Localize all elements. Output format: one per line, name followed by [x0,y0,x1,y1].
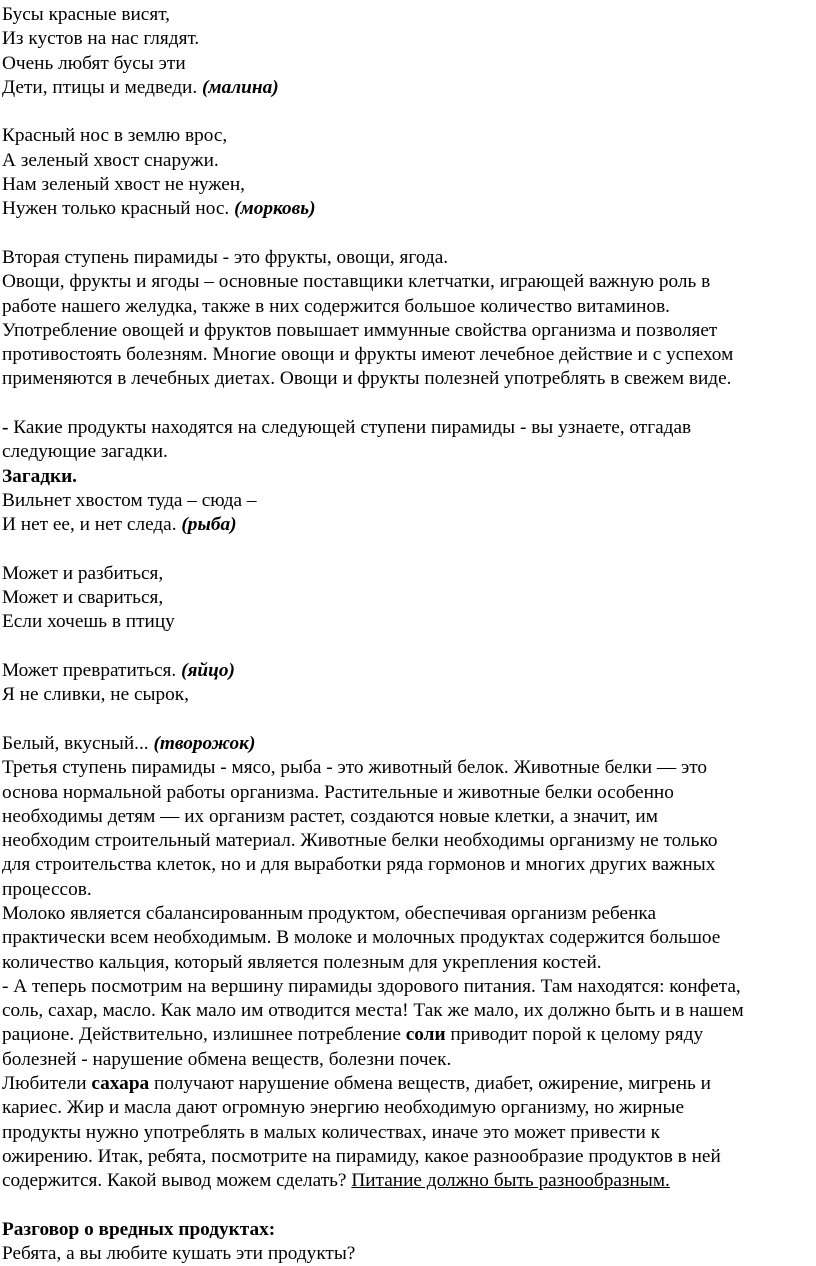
paragraph-line: Ребята, а вы любите кушать эти продукты? [2,1243,356,1265]
text-run: получают нарушение обмена веществ, диабет, ожирение, мигрень и [149,1073,711,1095]
riddle-line [2,659,814,683]
riddle-text: Нужен только красный нос. [2,198,235,220]
paragraph-line [2,1072,814,1096]
question-line [2,416,814,440]
blank-line [2,708,814,732]
text-run: Любители [2,1073,92,1095]
paragraph-line [2,1169,814,1193]
riddle-text: Белый, вкусный... [2,732,154,754]
blank-line [2,100,814,124]
paragraph-line: практически всем необходимым. В молоке и молочных продуктах содержится большое [2,927,721,949]
paragraph-line: противостоять болезням. Многие овощи и фрукты имеют лечебное действие и с успехом [2,344,734,366]
blank-line [2,538,814,562]
paragraph-line: необходим строительный материал. Животные белки необходимы организму не только [2,830,718,852]
text-run: содержится. Какой вывод можем сделать? [2,1170,352,1192]
paragraph-line: Третья ступень пирамиды - мясо, рыба - это животный белок. Животные белки — это [2,757,708,779]
riddle-line: Если хочешь в птицу [2,611,175,633]
paragraph-line: Вторая ступень пирамиды - это фрукты, овощи, ягода. [2,246,449,268]
paragraph-line: для строительства клеток, но и для выработки ряда гормонов и многих других важных [2,854,716,876]
blank-line [2,222,814,246]
emphasis-salt: соли [405,1024,446,1046]
question-line: следующие загадки. [2,441,168,463]
riddle-line: Красный нос в землю врос, [2,125,228,147]
riddle-answer: (яйцо) [181,660,235,682]
paragraph-line: работе нашего желудка, также в них содержится большое количество витаминов. [2,295,671,317]
paragraph-line: Овощи, фрукты и ягоды – основные поставщики клетчатки, играющей важную роль в [2,271,711,293]
riddle-answer: (малина) [202,76,279,98]
riddle-text: Дети, птицы и медведи. [2,76,203,98]
riddle-line: А зеленый хвост снаружи. [2,149,219,171]
riddle-line [2,76,814,100]
riddle-line: Может и разбиться, [2,562,164,584]
text-run: рационе. Действительно, излишнее потребление [2,1024,406,1046]
riddle-line [2,513,814,537]
paragraph-line: продукты нужно употреблять в малых количествах, иначе это может привести к [2,1121,660,1143]
riddle-text: И нет ее, и нет следа. [2,514,182,536]
riddle-text: Может превратиться. [2,660,182,682]
riddle-line: Бусы красные висят, [2,4,170,25]
conclusion-underlined: Питание должно быть разнообразным. [351,1170,670,1192]
paragraph-line [2,1023,814,1047]
paragraph-line: ожирению. Итак, ребята, посмотрите на пирамиду, какое разнообразие продуктов в ней [2,1145,721,1167]
paragraph-line: соль, сахар, масло. Как мало им отводится места! Так же мало, их должно быть и в нашем [2,1000,744,1022]
riddle-line: Я не сливки, не сырок, [2,684,189,706]
question-text: Какие продукты находятся на следующей ступени пирамиды - вы узнаете, отгадав [8,417,692,439]
emphasis-sugar: сахара [91,1073,150,1095]
riddle-line: Может и свариться, [2,587,164,609]
paragraph-line: применяются в лечебных диетах. Овощи и фрукты полезней употреблять в свежем виде. [2,368,732,390]
paragraph-line: - А теперь посмотрим на вершину пирамиды здорового питания. Там находятся: конфета, [2,975,741,997]
paragraph-line: необходимы детям — их организм растет, создаются новые клетки, а значит, им [2,805,658,827]
riddle-answer: (творожок) [153,732,256,754]
blank-line [2,635,814,659]
riddle-line [2,197,814,221]
riddle-line [2,732,814,756]
riddle-answer: (рыба) [181,514,237,536]
riddle-line: Из кустов на нас глядят. [2,28,200,50]
paragraph-line: Молоко является сбалансированным продуктом, обеспечивая организм ребенка [2,902,657,924]
question-dash: - [2,417,9,439]
paragraph-line: основа нормальной работы организма. Растительные и животные белки особенно [2,781,674,803]
riddles-heading: Загадки. [2,465,78,487]
riddle-line: Вильнет хвостом туда – сюда – [2,489,257,511]
paragraph-line: количество кальция, который является полезным для укрепления костей. [2,951,602,973]
paragraph-line: процессов. [2,878,92,900]
text-run: приводит порой к целому ряду [445,1024,704,1046]
section-heading: Разговор о вредных продуктах: [2,1218,276,1240]
paragraph-line: болезней - нарушение обмена веществ, болезни почек. [2,1048,452,1070]
paragraph-line: кариес. Жир и масла дают огромную энергию необходимую организму, но жирные [2,1097,685,1119]
blank-line [2,392,814,416]
riddle-line: Нам зеленый хвост не нужен, [2,174,245,196]
document-page [2,3,814,1266]
paragraph-line: Употребление овощей и фруктов повышает иммунные свойства организма и позволяет [2,319,718,341]
riddle-line: Очень любят бусы эти [2,52,186,74]
riddle-answer: (морковь) [234,198,316,220]
blank-line [2,1194,814,1218]
